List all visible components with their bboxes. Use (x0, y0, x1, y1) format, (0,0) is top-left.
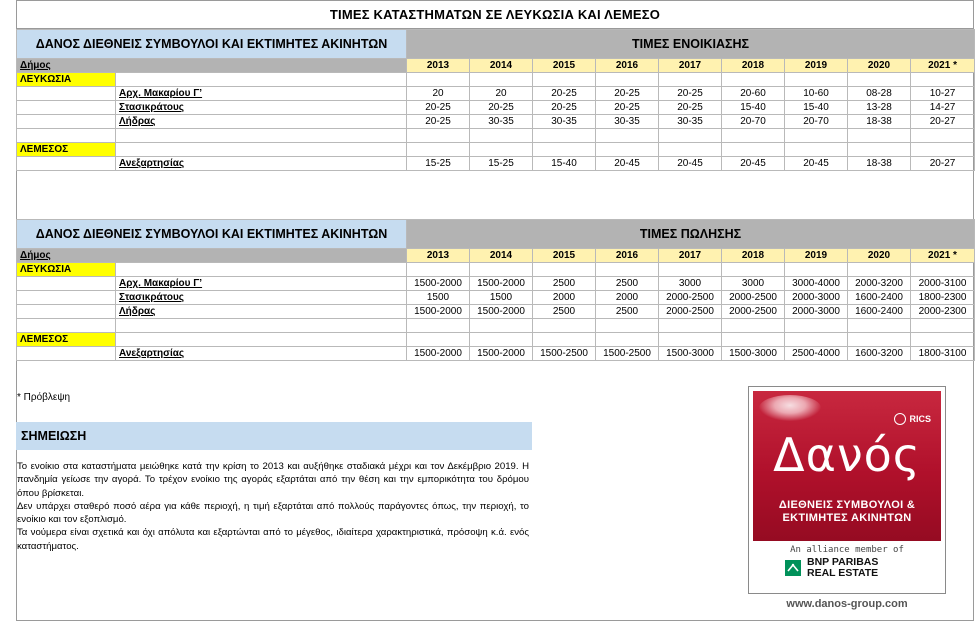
year-header-cell: 2015 (533, 249, 596, 263)
price-cell: 20-45 (722, 157, 785, 171)
alliance-text: An alliance member of (790, 545, 904, 555)
table-row (17, 87, 975, 101)
table-row (17, 291, 975, 305)
year-header-cell: 2019 (785, 249, 848, 263)
table-row (17, 101, 975, 115)
year-header-cell: 2014 (470, 59, 533, 73)
price-cell: 20-70 (785, 115, 848, 129)
price-cell: 1500 (407, 291, 470, 305)
table-row (17, 347, 975, 361)
price-cell: 20-25 (596, 101, 659, 115)
note-header: ΣΗΜΕΙΩΣΗ (16, 422, 532, 450)
year-header-cell: 2021 * (911, 59, 975, 73)
price-cell: 20-27 (911, 115, 975, 129)
brand-name: Δανός (773, 428, 921, 482)
brand-subtitle (753, 499, 941, 525)
note-text (17, 460, 529, 553)
table-row (17, 277, 975, 291)
sale-price-table (16, 219, 975, 361)
price-cell: 20-25 (407, 101, 470, 115)
price-cell: 2000-2500 (722, 305, 785, 319)
rics-icon (894, 413, 906, 425)
price-cell: 20 (407, 87, 470, 101)
spacer-row (17, 319, 975, 333)
price-cell: 2000-3000 (785, 305, 848, 319)
price-cell: 2000-2500 (659, 291, 722, 305)
price-cell: 2000 (596, 291, 659, 305)
price-cell: 20-25 (659, 87, 722, 101)
logo-highlight (759, 395, 821, 421)
year-header-cell: 2018 (722, 59, 785, 73)
danos-logo (748, 386, 946, 594)
price-cell: 1800-3100 (911, 347, 975, 361)
city-row (17, 143, 975, 157)
logo-red-panel (753, 391, 941, 541)
website-link[interactable]: www.danos-group.com (786, 598, 908, 610)
price-cell: 20-25 (533, 101, 596, 115)
year-header-cell: 2020 (848, 249, 911, 263)
city-label: ΛΕΥΚΩΣΙΑ (17, 73, 116, 87)
price-cell: 3000-4000 (785, 277, 848, 291)
price-cell: 10-60 (785, 87, 848, 101)
year-header-row (17, 59, 975, 73)
table-row (17, 305, 975, 319)
year-header-cell: 2013 (407, 59, 470, 73)
price-cell: 13-28 (848, 101, 911, 115)
price-cell: 20-45 (659, 157, 722, 171)
street-name: Λήδρας (116, 115, 407, 129)
price-cell: 1500-2500 (596, 347, 659, 361)
price-cell: 1500-3000 (722, 347, 785, 361)
street-name: Ανεξαρτησίας (116, 157, 407, 171)
rent-price-table (16, 29, 975, 171)
price-cell: 2500 (596, 305, 659, 319)
price-cell: 2000-3100 (911, 277, 975, 291)
price-cell: 10-27 (911, 87, 975, 101)
note-paragraph: Το ενοίκιο στα καταστήματα μειώθηκε κατά την κρίση το 2013 και αυξήθηκε σταδιακά μέχρι και τον Δεκέμβριο 2019. Η πανδημία γείωσε την αγορά. Το τρέχον ενοίκιο της αγοράς εξαρτάται από την θέση και την εμπορικότητα του δρόμου όπου βρίσκεται. (17, 461, 529, 499)
price-cell: 30-35 (470, 115, 533, 129)
price-cell: 2000-3200 (848, 277, 911, 291)
street-name: Στασικράτους (116, 101, 407, 115)
price-cell: 18-38 (848, 115, 911, 129)
price-cell: 2500-4000 (785, 347, 848, 361)
rent-section-header: ΤΙΜΕΣ ΕΝΟΙΚΙΑΣΗΣ (407, 30, 975, 59)
price-cell: 20-25 (407, 115, 470, 129)
spacer-row (17, 129, 975, 143)
price-cell: 1800-2300 (911, 291, 975, 305)
price-cell: 1500 (470, 291, 533, 305)
year-header-cell: 2017 (659, 249, 722, 263)
year-header-row (17, 249, 975, 263)
price-cell: 1500-2000 (407, 305, 470, 319)
price-cell: 2000 (533, 291, 596, 305)
price-cell: 1500-2000 (407, 277, 470, 291)
price-cell: 1500-2000 (470, 277, 533, 291)
bnp-stars-icon (785, 560, 801, 576)
price-cell: 1500-2000 (470, 305, 533, 319)
brand-subtitle-line: ΕΚΤΙΜΗΤΕΣ ΑΚΙΝΗΤΩΝ (782, 512, 912, 524)
price-cell: 20-25 (596, 87, 659, 101)
street-name: Λήδρας (116, 305, 407, 319)
city-label: ΛΕΜΕΣΟΣ (17, 333, 116, 347)
price-cell: 20-60 (722, 87, 785, 101)
bnp-paribas-logo (785, 557, 878, 579)
municipality-label: Δήμος (17, 249, 407, 263)
price-cell: 20-25 (533, 87, 596, 101)
price-cell: 2000-2300 (911, 305, 975, 319)
price-cell: 18-38 (848, 157, 911, 171)
city-label: ΛΕΥΚΩΣΙΑ (17, 263, 116, 277)
price-cell: 15-40 (533, 157, 596, 171)
street-name: Ανεξαρτησίας (116, 347, 407, 361)
year-header-cell: 2019 (785, 59, 848, 73)
price-cell: 2500 (533, 277, 596, 291)
sale-section-header: ΤΙΜΕΣ ΠΩΛΗΣΗΣ (407, 220, 975, 249)
price-cell: 15-25 (407, 157, 470, 171)
price-cell: 15-40 (722, 101, 785, 115)
table-row (17, 115, 975, 129)
brand-subtitle-line: ΔΙΕΘΝΕΙΣ ΣΥΜΒΟΥΛΟΙ & (778, 499, 916, 511)
price-cell: 2000-2500 (722, 291, 785, 305)
bnp-line: REAL ESTATE (807, 567, 879, 579)
price-cell: 1600-3200 (848, 347, 911, 361)
price-cell: 20-25 (470, 101, 533, 115)
year-header-cell: 2018 (722, 249, 785, 263)
page-title: ΤΙΜΕΣ ΚΑΤΑΣΤΗΜΑΤΩΝ ΣΕ ΛΕΥΚΩΣΙΑ ΚΑΙ ΛΕΜΕΣΟ (16, 0, 974, 29)
price-cell: 1500-3000 (659, 347, 722, 361)
note-paragraph: Τα νούμερα είναι σχετικά και όχι απόλυτα και εξαρτώνται από το μέγεθος, ιδιαίτερα χαρακτηριστικά, πρόσοψη κ.ά. ενός καταστήματος. (17, 527, 529, 552)
price-cell: 1500-2000 (470, 347, 533, 361)
price-cell: 20-45 (785, 157, 848, 171)
city-row (17, 73, 975, 87)
year-header-cell: 2016 (596, 249, 659, 263)
price-cell: 1500-2500 (533, 347, 596, 361)
price-cell: 3000 (722, 277, 785, 291)
price-cell: 20-45 (596, 157, 659, 171)
table-row (17, 157, 975, 171)
year-header-cell: 2013 (407, 249, 470, 263)
rics-label: RICS (909, 414, 931, 424)
price-cell: 2000-2500 (659, 305, 722, 319)
price-cell: 1600-2400 (848, 291, 911, 305)
street-name: Στασικράτους (116, 291, 407, 305)
note-paragraph: Δεν υπάρχει σταθερό ποσό αέρα για κάθε περιοχή, η τιμή εξαρτάται από πολλούς παράγοντες όπως, την περιοχή, το ενοίκιο και τον εξοπλισμό. (17, 500, 529, 526)
municipality-label: Δήμος (17, 59, 407, 73)
rics-badge (894, 413, 931, 425)
price-cell: 20-25 (659, 101, 722, 115)
year-header-cell: 2017 (659, 59, 722, 73)
price-cell: 14-27 (911, 101, 975, 115)
company-header: ΔΑΝΟΣ ΔΙΕΘΝΕΙΣ ΣΥΜΒΟΥΛΟΙ ΚΑΙ ΕΚΤΙΜΗΤΕΣ ΑΚΙΝΗΤΩΝ (17, 30, 407, 59)
price-cell: 2000-3000 (785, 291, 848, 305)
city-row (17, 333, 975, 347)
price-cell: 3000 (659, 277, 722, 291)
price-cell: 20-70 (722, 115, 785, 129)
price-cell: 1600-2400 (848, 305, 911, 319)
price-cell: 15-40 (785, 101, 848, 115)
price-cell: 20 (470, 87, 533, 101)
price-cell: 2500 (596, 277, 659, 291)
price-cell: 30-35 (596, 115, 659, 129)
year-header-cell: 2021 * (911, 249, 975, 263)
year-header-cell: 2014 (470, 249, 533, 263)
price-cell: 15-25 (470, 157, 533, 171)
price-cell: 30-35 (659, 115, 722, 129)
price-cell: 20-27 (911, 157, 975, 171)
city-row (17, 263, 975, 277)
price-cell: 30-35 (533, 115, 596, 129)
street-name: Αρχ. Μακαρίου Γ’ (116, 87, 407, 101)
price-cell: 2500 (533, 305, 596, 319)
price-cell: 08-28 (848, 87, 911, 101)
year-header-cell: 2016 (596, 59, 659, 73)
year-header-cell: 2015 (533, 59, 596, 73)
year-header-cell: 2020 (848, 59, 911, 73)
city-label: ΛΕΜΕΣΟΣ (17, 143, 116, 157)
bnp-line: BNP PARIBAS (807, 556, 879, 568)
price-cell: 1500-2000 (407, 347, 470, 361)
street-name: Αρχ. Μακαρίου Γ’ (116, 277, 407, 291)
company-header: ΔΑΝΟΣ ΔΙΕΘΝΕΙΣ ΣΥΜΒΟΥΛΟΙ ΚΑΙ ΕΚΤΙΜΗΤΕΣ ΑΚΙΝΗΤΩΝ (17, 220, 407, 249)
forecast-footnote: * Πρόβλεψη (17, 392, 71, 403)
